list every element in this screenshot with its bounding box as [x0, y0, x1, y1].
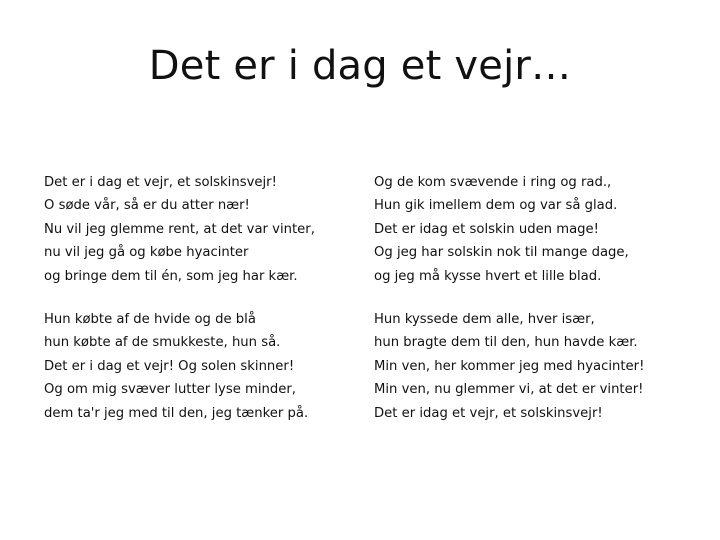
poem-line: Det er i dag et vejr! Og solen skinner!: [44, 358, 295, 374]
left-column: [44, 171, 364, 445]
poem-line: Og de kom svævende i ring og rad.,: [374, 175, 612, 190]
poem-line: hun bragte dem til den, hun havde kær.: [374, 335, 638, 351]
poem-line: og bringe dem til én, som jeg har kær.: [44, 268, 298, 284]
poem-line: Og jeg har solskin nok til mange dage,: [374, 245, 629, 261]
poem-line: Min ven, nu glemmer vi, at det er vinter!: [374, 382, 644, 398]
poem-line: Hun gik imellem dem og var så glad.: [374, 198, 618, 214]
poem-line: O søde vår, så er du atter nær!: [44, 198, 250, 214]
poem-line: Det er i dag et vejr, et solskinsvejr!: [44, 175, 277, 190]
poem-line: hun købte af de smukkeste, hun så.: [44, 335, 281, 351]
stanza-1: [44, 171, 364, 288]
stanza-3: [374, 171, 694, 288]
poem-line: Og om mig svæver lutter lyse minder,: [44, 382, 296, 398]
poem-line: nu vil jeg gå og købe hyacinter: [44, 245, 249, 261]
poem-line: Hun kyssede dem alle, hver især,: [374, 312, 595, 328]
poem-line: Min ven, her kommer jeg med hyacinter!: [374, 358, 645, 374]
poem-line: Nu vil jeg glemme rent, at det var vinter,: [44, 221, 315, 237]
poem-line: Det er idag et solskin uden mage!: [374, 221, 599, 237]
stanza-2: [44, 308, 364, 425]
poem-line: og jeg må kysse hvert et lille blad.: [374, 268, 602, 284]
right-column: [374, 171, 694, 445]
slide-title: Det er i dag et vejr…: [148, 43, 572, 89]
poem-line: dem ta'r jeg med til den, jeg tænker på.: [44, 405, 309, 421]
stanza-4: [374, 308, 694, 425]
poem-line: Det er idag et vejr, et solskinsvejr!: [374, 405, 603, 421]
poem-line: Hun købte af de hvide og de blå: [44, 312, 256, 328]
